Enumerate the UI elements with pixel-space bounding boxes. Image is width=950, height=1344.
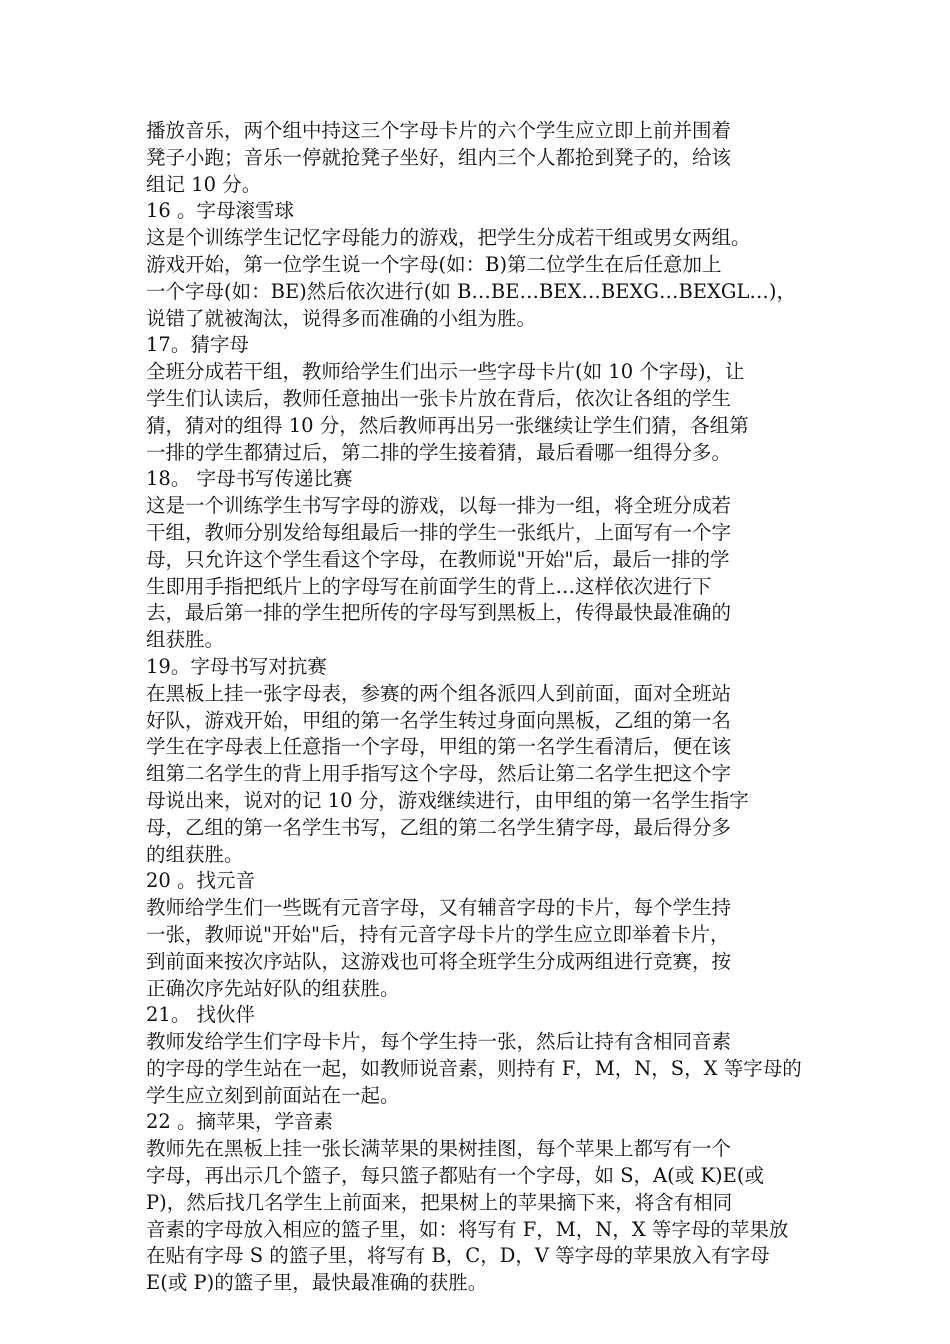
text-line: 凳子小跑；音乐一停就抢凳子坐好，组内三个人都抢到凳子的，给该 [146, 145, 732, 169]
text-line: 母，乙组的第一名学生书写，乙组的第二名学生猜字母，最后得分多 [146, 815, 732, 839]
text-line: 母，只允许这个学生看这个字母，在教师说"开始"后，最后一排的学 [146, 547, 730, 571]
text-line: 这是个训练学生记忆字母能力的游戏，把学生分成若干组或男女两组。 [146, 226, 751, 250]
text-line: 一个字母(如：BE)然后依次进行(如 B…BE…BEX…BEXG…BEXGL…)， [146, 279, 797, 303]
text-line: 组第二名学生的背上用手指写这个字母，然后让第二名学生把这个字 [146, 762, 732, 786]
text-line: 一张，教师说"开始"后，持有元音字母卡片的学生应立即举着卡片， [146, 922, 730, 946]
text-line: 学生应立刻到前面站在一起。 [146, 1083, 400, 1107]
text-line: 组记 10 分。 [146, 172, 262, 196]
text-line: 字母，再出示几个篮子，每只篮子都贴有一个字母，如 S，A(或 K)E(或 [146, 1164, 764, 1188]
text-line: E(或 P)的篮子里，最快最准确的获胜。 [146, 1271, 488, 1295]
text-line: 22 。摘苹果，学音素 [146, 1110, 334, 1134]
text-line: 音素的字母放入相应的篮子里，如：将写有 F，M，N，X 等字母的苹果放 [146, 1217, 789, 1241]
text-line: 学生们认读后，教师任意抽出一张卡片放在背后，依次让各组的学生 [146, 386, 732, 410]
text-line: 去，最后第一排的学生把所传的字母写到黑板上，传得最快最准确的 [146, 601, 732, 625]
text-line: 游戏开始，第一位学生说一个字母(如：B)第二位学生在后任意加上 [146, 252, 722, 276]
text-line: 17。猜字母 [146, 333, 249, 357]
text-line: 在黑板上挂一张字母表，参赛的两个组各派四人到前面，面对全班站 [146, 681, 732, 705]
text-line: 组获胜。 [146, 628, 225, 652]
text-line: P)，然后找几名学生上前面来，把果树上的苹果摘下来，将含有相同 [146, 1190, 733, 1214]
text-line: 一排的学生都猜过后，第二排的学生接着猜，最后看哪一组得分多。 [146, 440, 732, 464]
text-line: 好队，游戏开始，甲组的第一名学生转过身面向黑板，乙组的第一名 [146, 708, 732, 732]
text-line: 母说出来，说对的记 10 分，游戏继续进行，由甲组的第一名学生指字 [146, 788, 749, 812]
text-line: 的组获胜。 [146, 842, 244, 866]
text-line: 的字母的学生站在一起，如教师说音素，则持有 F，M，N，S，X 等字母的 [146, 1056, 802, 1080]
text-line: 学生在字母表上任意指一个字母，甲组的第一名学生看清后，便在该 [146, 735, 732, 759]
text-line: 说错了就被淘汰，说得多而准确的小组为胜。 [146, 306, 537, 330]
text-line: 教师先在黑板上挂一张长满苹果的果树挂图，每个苹果上都写有一个 [146, 1137, 732, 1161]
text-line: 18。 字母书写传递比赛 [146, 467, 353, 491]
text-line: 21。 找伙伴 [146, 1003, 256, 1027]
text-line: 教师发给学生们字母卡片，每个学生持一张，然后让持有含相同音素 [146, 1030, 732, 1054]
text-line: 播放音乐，两个组中持这三个字母卡片的六个学生应立即上前并围着 [146, 119, 732, 142]
text-line: 正确次序先站好队的组获胜。 [146, 976, 400, 1000]
text-line: 教师给学生们一些既有元音字母，又有辅音字母的卡片，每个学生持 [146, 896, 732, 920]
text-line: 到前面来按次序站队，这游戏也可将全班学生分成两组进行竞赛，按 [146, 949, 732, 973]
text-line: 这是一个训练学生书写字母的游戏，以每一排为一组，将全班分成若 [146, 494, 732, 518]
text-line: 19。字母书写对抗赛 [146, 654, 327, 678]
text-line: 16 。字母滚雪球 [146, 199, 295, 223]
document-body [146, 118, 826, 1297]
text-line: 干组，教师分别发给每组最后一排的学生一张纸片，上面写有一个字 [146, 520, 732, 544]
text-line: 生即用手指把纸片上的字母写在前面学生的背上…这样依次进行下 [146, 574, 712, 598]
text-line: 在贴有字母 S 的篮子里，将写有 B，C，D，V 等字母的苹果放入有字母 [146, 1244, 770, 1268]
text-line: 20 。找元音 [146, 869, 256, 893]
text-line: 全班分成若干组，教师给学生们出示一些字母卡片(如 10 个字母)，让 [146, 360, 745, 384]
text-line: 猜，猜对的组得 10 分，然后教师再出另一张继续让学生们猜，各组第 [146, 413, 749, 437]
